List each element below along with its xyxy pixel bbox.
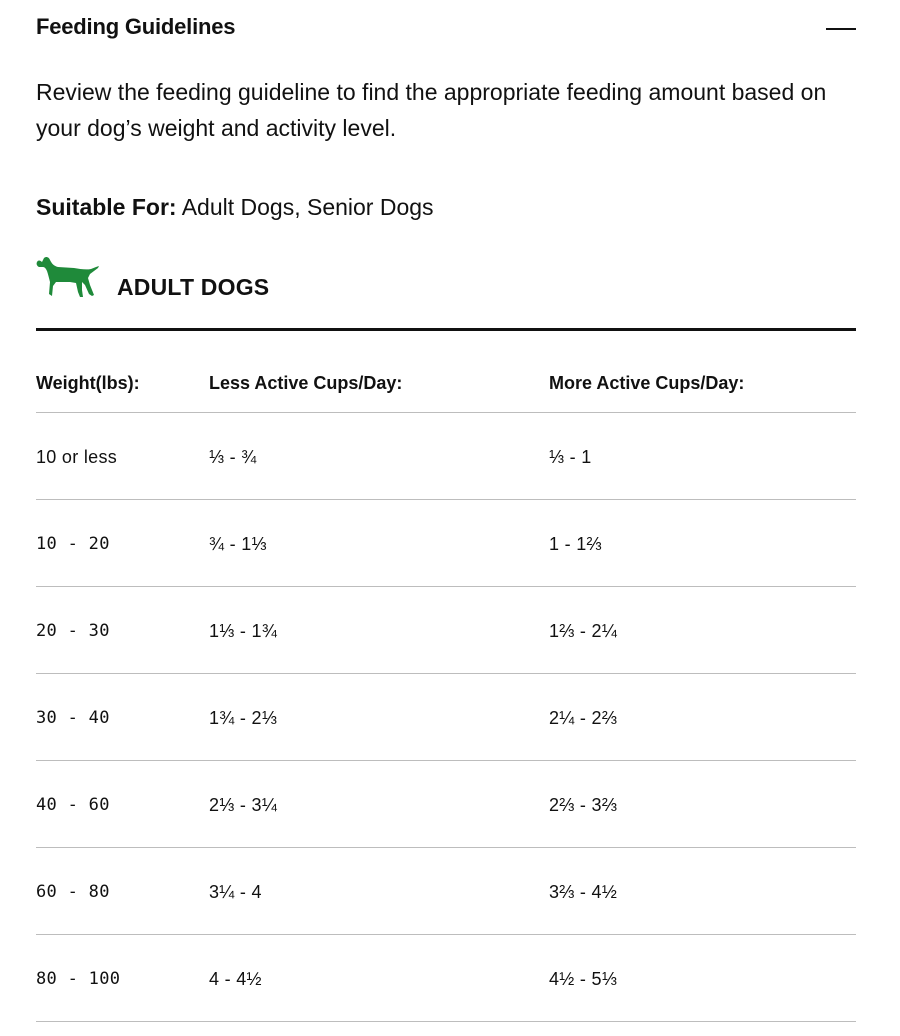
more-active-cell: 2⅔ - 3⅔ bbox=[549, 795, 618, 815]
less-active-cell: 3¼ - 4 bbox=[209, 882, 262, 902]
less-active-cell: ⅓ - ¾ bbox=[209, 447, 257, 467]
table-row bbox=[36, 674, 856, 761]
panel-title: Feeding Guidelines bbox=[36, 14, 236, 39]
less-active-cell: 1¾ - 2⅓ bbox=[209, 708, 278, 728]
feeding-guidelines-panel bbox=[36, 0, 856, 989]
weight-cell: 10 - 20 bbox=[36, 534, 110, 554]
more-active-cell: 2¼ - 2⅔ bbox=[549, 708, 618, 728]
header-weight: Weight(lbs): bbox=[36, 373, 140, 393]
more-active-cell: 3⅔ - 4½ bbox=[549, 882, 618, 902]
section-title: ADULT DOGS bbox=[117, 274, 270, 300]
weight-cell: 10 or less bbox=[36, 447, 118, 467]
table-row bbox=[36, 413, 856, 500]
table-row bbox=[36, 761, 856, 848]
table-row bbox=[36, 935, 856, 1022]
adult-dogs-section-header bbox=[36, 250, 856, 310]
suitable-for-line bbox=[36, 190, 434, 224]
dog-icon bbox=[36, 252, 100, 300]
table-row bbox=[36, 848, 856, 935]
less-active-cell: 4 - 4½ bbox=[209, 969, 262, 989]
suitable-for-label: Suitable For: bbox=[36, 194, 177, 220]
more-active-cell: 1⅔ - 2¼ bbox=[549, 621, 618, 641]
less-active-cell: 1⅓ - 1¾ bbox=[209, 621, 278, 641]
table-header-row bbox=[36, 331, 856, 413]
suitable-for-value: Adult Dogs, Senior Dogs bbox=[181, 194, 434, 220]
description-text: Review the feeding guideline to find the appropriate feeding amount based on your dog’s weight and activity level. bbox=[36, 79, 827, 141]
accordion-header[interactable] bbox=[36, 0, 856, 56]
more-active-cell: ⅓ - 1 bbox=[549, 447, 592, 467]
weight-cell: 80 - 100 bbox=[36, 969, 121, 989]
weight-cell: 40 - 60 bbox=[36, 795, 110, 815]
weight-cell: 60 - 80 bbox=[36, 882, 110, 902]
collapse-button[interactable] bbox=[826, 14, 856, 44]
header-more-active: More Active Cups/Day: bbox=[549, 373, 745, 393]
more-active-cell: 1 - 1⅔ bbox=[549, 534, 602, 554]
table-row bbox=[36, 587, 856, 674]
feeding-table bbox=[36, 331, 856, 1022]
header-less-active: Less Active Cups/Day: bbox=[209, 373, 403, 393]
weight-cell: 30 - 40 bbox=[36, 708, 110, 728]
weight-cell: 20 - 30 bbox=[36, 621, 110, 641]
table-row bbox=[36, 500, 856, 587]
more-active-cell: 4½ - 5⅓ bbox=[549, 969, 618, 989]
less-active-cell: ¾ - 1⅓ bbox=[209, 534, 267, 554]
minus-icon[interactable] bbox=[826, 28, 856, 30]
less-active-cell: 2⅓ - 3¼ bbox=[209, 795, 278, 815]
